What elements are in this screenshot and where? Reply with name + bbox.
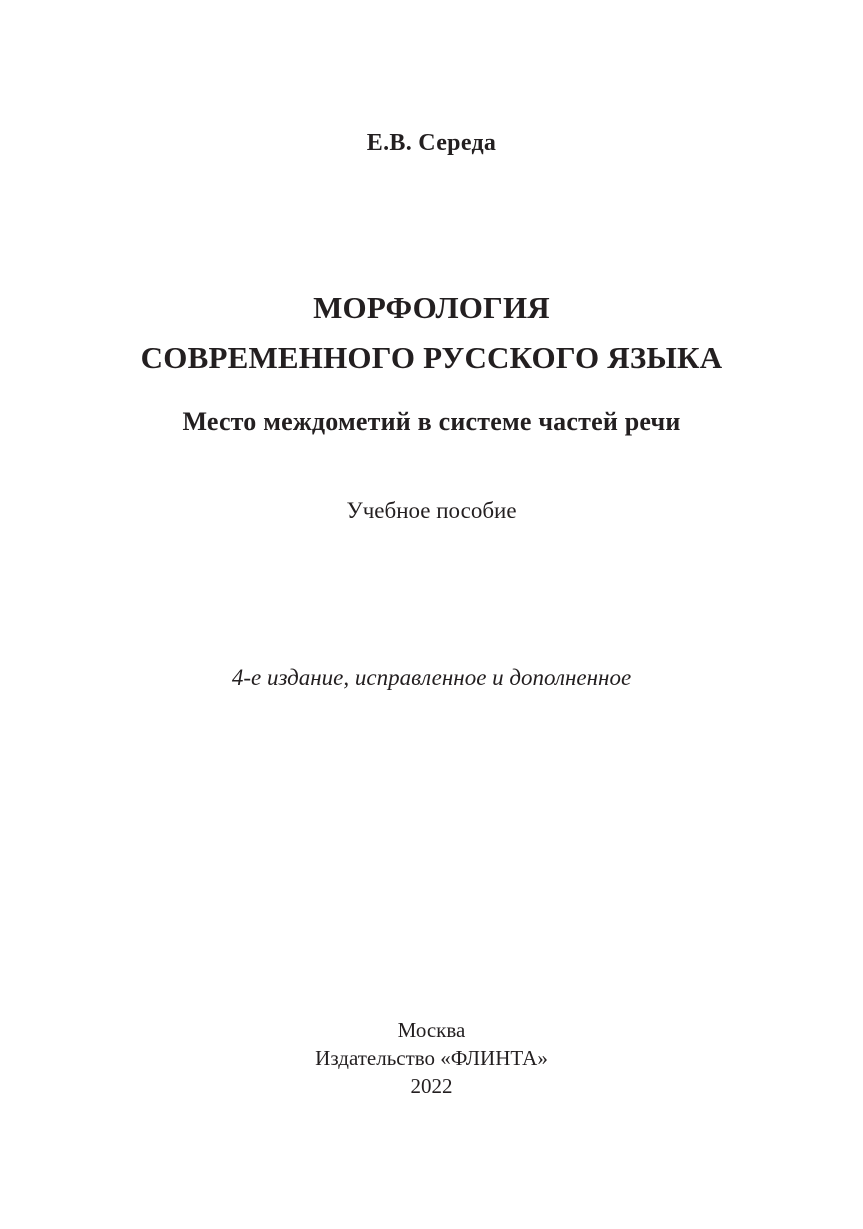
imprint-year: 2022 (410, 1074, 453, 1098)
book-title-line-2: СОВРЕМЕННОГО РУССКОГО ЯЗЫКА (140, 340, 723, 375)
imprint-publisher: Издательство «ФЛИНТА» (315, 1046, 548, 1070)
edition-statement: 4-е издание, исправленное и дополненное (231, 665, 632, 690)
author-name: Е.В. Середа (366, 130, 497, 156)
publication-type: Учебное пособие (346, 498, 517, 523)
book-title (0, 283, 863, 383)
book-title-line-1: МОРФОЛОГИЯ (313, 290, 550, 325)
imprint (0, 1016, 863, 1100)
book-subtitle: Место междометий в системе частей речи (182, 407, 681, 436)
imprint-city: Москва (397, 1018, 466, 1042)
